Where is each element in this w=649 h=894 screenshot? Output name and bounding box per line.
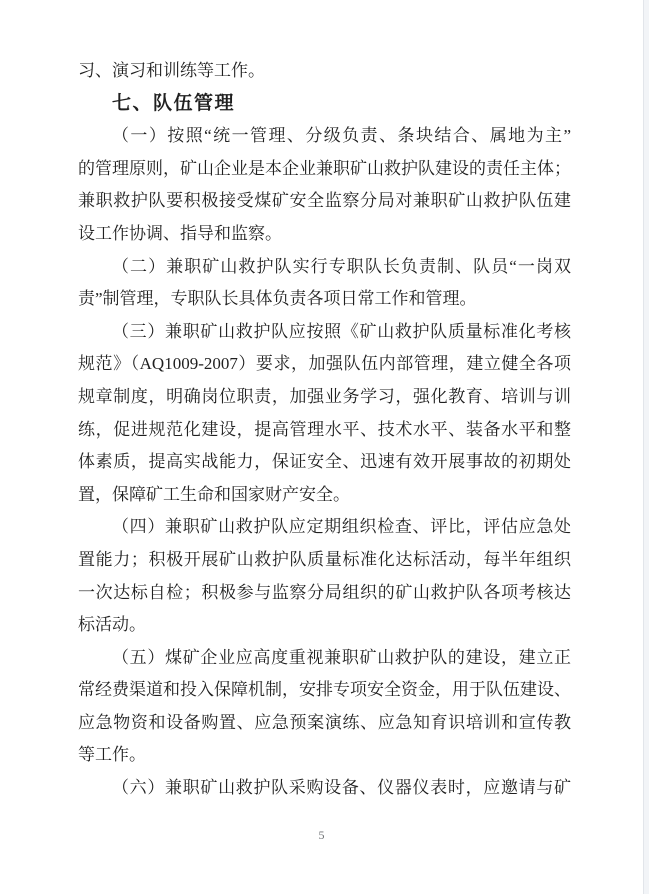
text-line: 责”制管理，专职队长具体负责各项日常工作和管理。	[78, 289, 477, 309]
text-line: 设工作协调、指导和监察。	[78, 223, 282, 243]
text-line: 标活动。	[78, 615, 146, 635]
text-line: （六）兼职矿山救护队采购设备、仪器仪表时，应邀请与矿	[112, 778, 571, 798]
section-heading: 七、队伍管理	[112, 92, 236, 114]
text-line: （一）按照“统一管理、分级负责、条块结合、属地为主”	[112, 126, 571, 146]
text-line: 置能力；积极开展矿山救护队质量标准化达标活动，每半年组织	[78, 549, 571, 569]
text-line: （五）煤矿企业应高度重视兼职矿山救护队的建设，建立正	[112, 647, 571, 667]
document-body	[78, 55, 571, 805]
text-line: 兼职救护队要积极接受煤矿安全监察分局对兼职矿山救护队伍建	[78, 191, 571, 211]
text-line: （二）兼职矿山救护队实行专职队长负责制、队员“一岗双	[112, 256, 571, 276]
text-line: 等工作。	[78, 745, 146, 765]
text-line: 一次达标自检；积极参与监察分局组织的矿山救护队各项考核达	[78, 582, 571, 602]
text-line: 应急物资和设备购置、应急预案演练、应急知育识培训和宣传教	[78, 712, 571, 732]
text-line: （四）兼职矿山救护队应定期组织检查、评比，评估应急处	[112, 517, 571, 537]
text-line: （三）兼职矿山救护队应按照《矿山救护队质量标准化考核	[112, 321, 571, 341]
text-line: 规章制度，明确岗位职责，加强业务学习，强化教育、培训与训	[78, 386, 571, 406]
right-edge-strip	[643, 0, 649, 894]
text-line: 规范》（AQ1009-2007）要求，加强队伍内部管理，建立健全各项	[78, 354, 571, 374]
text-line: 体素质，提高实战能力，保证安全、迅速有效开展事故的初期处	[78, 452, 571, 472]
text-line: 的管理原则，矿山企业是本企业兼职矿山救护队建设的责任主体；	[78, 158, 571, 178]
text-line: 习、演习和训练等工作。	[78, 61, 265, 80]
text-line: 置，保障矿工生命和国家财产安全。	[78, 484, 350, 504]
text-line: 练，促进规范化建设，提高管理水平、技术水平、装备水平和整	[78, 419, 571, 439]
text-line: 常经费渠道和投入保障机制，安排专项安全资金，用于队伍建设、	[78, 680, 571, 700]
page-number: 5	[318, 828, 325, 842]
